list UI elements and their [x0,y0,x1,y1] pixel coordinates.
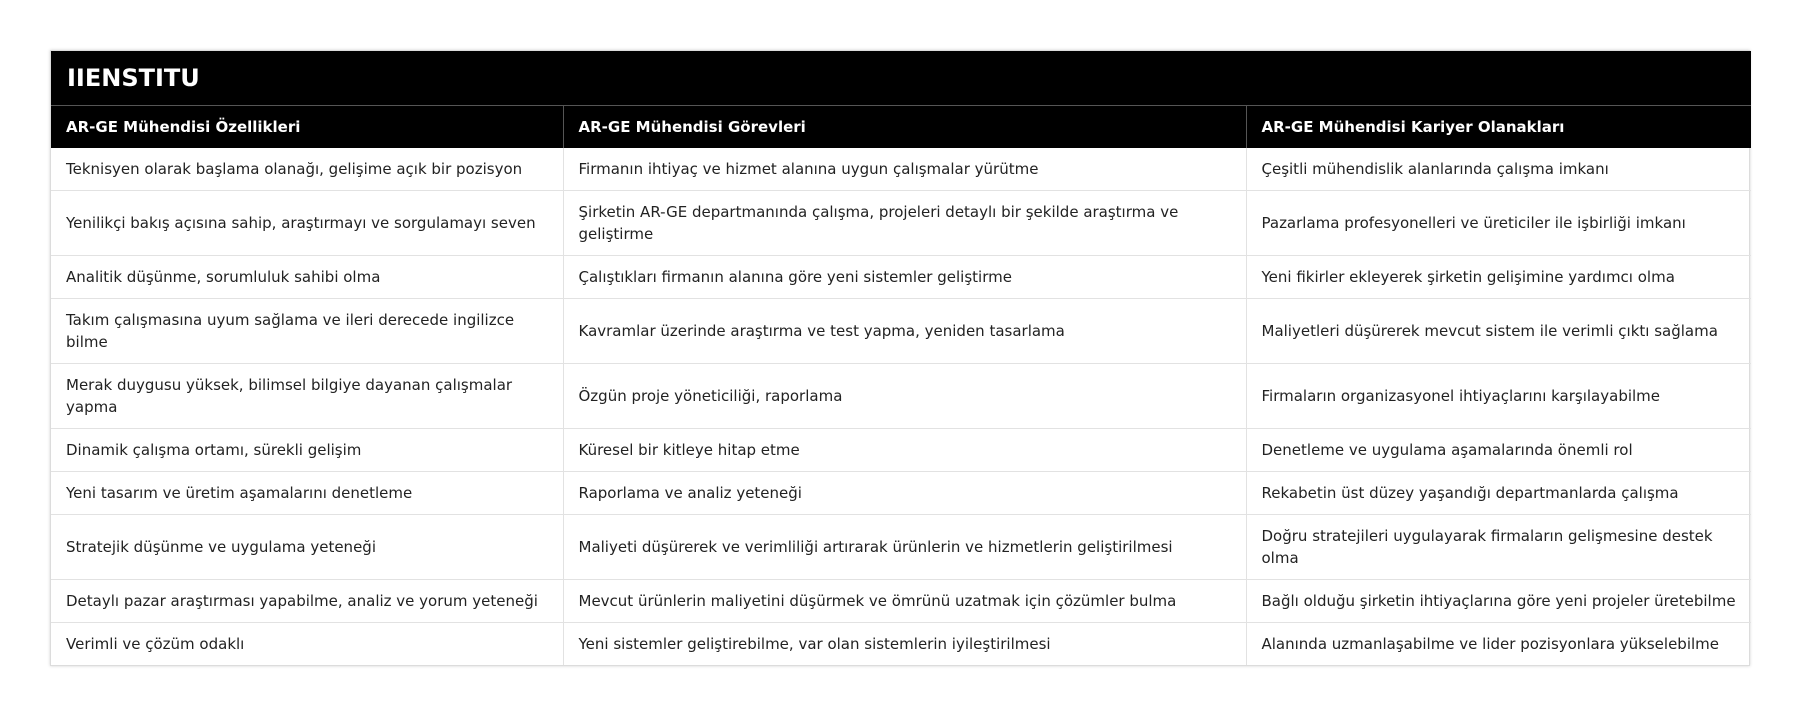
table-cell: Çeşitli mühendislik alanlarında çalışma imkanı [1246,148,1751,191]
table-cell: Kavramlar üzerinde araştırma ve test yapma, yeniden tasarlama [563,299,1246,364]
table-cell: Dinamik çalışma ortamı, sürekli gelişim [51,429,563,472]
table-row [51,515,1751,580]
table-brand-title: IIENSTITU [51,51,1751,106]
table-row [51,148,1751,191]
table-cell: Yenilikçi bakış açısına sahip, araştırmayı ve sorgulamayı seven [51,191,563,256]
table-cell: Teknisyen olarak başlama olanağı, gelişime açık bir pozisyon [51,148,563,191]
table-row [51,429,1751,472]
table-cell: Alanında uzmanlaşabilme ve lider pozisyonlara yükselebilme [1261,635,1720,653]
data-table [51,51,1751,665]
header-row [51,106,1751,149]
table-cell: Yeni tasarım ve üretim aşamalarını denetleme [51,472,563,515]
table-cell: Analitik düşünme, sorumluluk sahibi olma [51,256,563,299]
table-cell: Firmaların organizasyonel ihtiyaçlarını karşılayabilme [1246,364,1751,429]
table-cell: Detaylı pazar araştırması yapabilme, analiz ve yorum yeteneği [51,580,563,623]
table-cell: Merak duygusu yüksek, bilimsel bilgiye dayanan çalışmalar yapma [51,364,563,429]
table-cell: Pazarlama profesyonelleri ve üreticiler ile işbirliği imkanı [1246,191,1751,256]
table-cell: Denetleme ve uygulama aşamalarında önemli rol [1246,429,1751,472]
table-row [51,364,1751,429]
table-cell: Yeni sistemler geliştirebilme, var olan sistemlerin iyileştirilmesi [563,623,1246,666]
table-cell: Maliyetleri düşürerek mevcut sistem ile verimli çıktı sağlama [1246,299,1751,364]
table-row [51,623,1751,666]
table-row [51,191,1751,256]
column-header-features: AR-GE Mühendisi Özellikleri [51,106,563,149]
table-cell: Doğru stratejileri uygulayarak firmaların gelişmesine destek olma [1246,515,1751,580]
table-row [51,256,1751,299]
table-cell: Çalıştıkları firmanın alanına göre yeni sistemler geliştirme [563,256,1246,299]
table-row [51,472,1751,515]
table-row [51,299,1751,364]
brand-row [51,51,1751,106]
table-cell: Raporlama ve analiz yeteneği [563,472,1246,515]
table-cell: Maliyeti düşürerek ve verimliliği artırarak ürünlerin ve hizmetlerin geliştirilmesi [563,515,1246,580]
table-row [51,580,1751,623]
column-header-duties: AR-GE Mühendisi Görevleri [563,106,1246,149]
table-cell: Verimli ve çözüm odaklı [51,623,563,666]
table-cell: Bağlı olduğu şirketin ihtiyaçlarına göre yeni projeler üretebilme [1246,580,1751,623]
column-header-career: AR-GE Mühendisi Kariyer Olanakları [1246,106,1751,149]
table-cell: Yeni fikirler ekleyerek şirketin gelişimine yardımcı olma [1246,256,1751,299]
table-cell: Küresel bir kitleye hitap etme [563,429,1246,472]
table-cell: Takım çalışmasına uyum sağlama ve ileri derecede ingilizce bilme [51,299,563,364]
table-cell: Mevcut ürünlerin maliyetini düşürmek ve ömrünü uzatmak için çözümler bulma [563,580,1246,623]
table-cell: Stratejik düşünme ve uygulama yeteneği [51,515,563,580]
table-cell: Özgün proje yöneticiliği, raporlama [563,364,1246,429]
table-cell: Rekabetin üst düzey yaşandığı departmanlarda çalışma [1246,472,1751,515]
data-table-container [50,50,1750,666]
table-cell: Şirketin AR-GE departmanında çalışma, projeleri detaylı bir şekilde araştırma ve geliştirme [563,191,1246,256]
table-cell: Firmanın ihtiyaç ve hizmet alanına uygun çalışmalar yürütme [563,148,1246,191]
